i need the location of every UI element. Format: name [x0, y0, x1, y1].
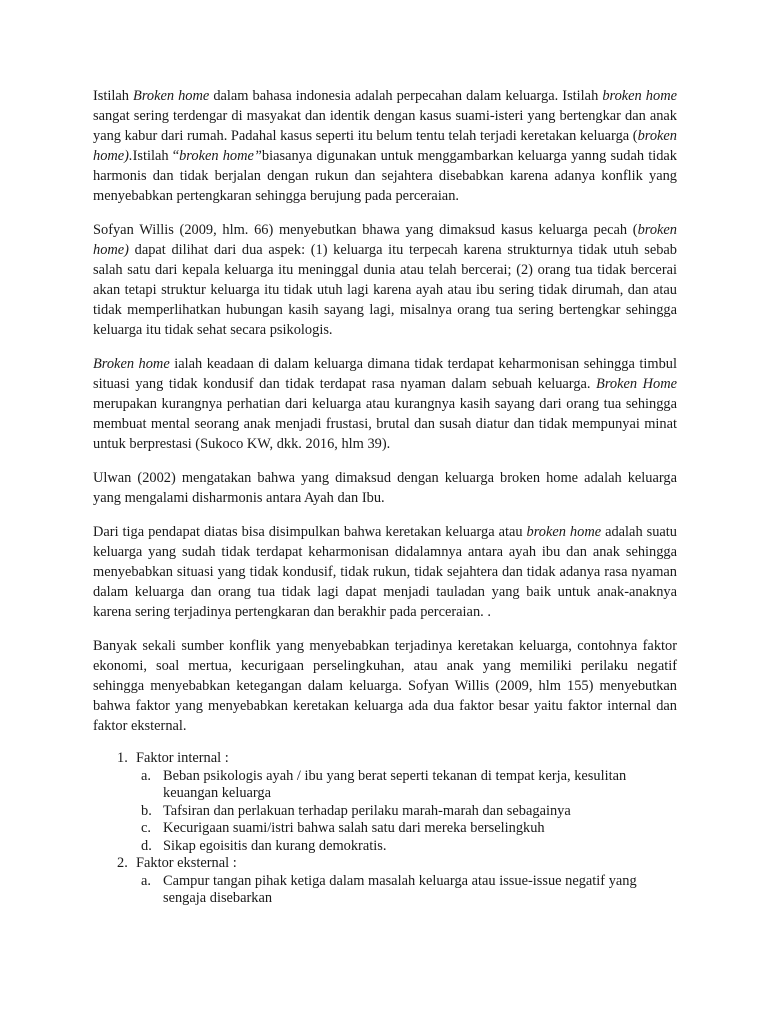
factor-label: Faktor eksternal :: [136, 855, 237, 871]
text-run: Ulwan (2002) mengatakan bahwa yang dimaksud dengan keluarga broken home adalah keluarga yang mengalami disharmonis antara Ayah dan Ibu.: [93, 470, 677, 506]
subitem-text: Sikap egoisitis dan kurang demokratis.: [163, 837, 387, 854]
text-run: Dari tiga pendapat diatas bisa disimpulkan bahwa keretakan keluarga atau: [93, 524, 527, 540]
paragraph-4: [93, 468, 677, 508]
text-run: sangat sering terdengar di masyakat dan identik dengan kasus suami-isteri yang bertengkar dan anak yang kabur dari rumah. Padahal kasus seperti itu belum tentu telah terjadi keretakan keluarga (: [93, 108, 677, 144]
text-run: dalam bahasa indonesia adalah perpecahan dalam keluarga. Istilah: [209, 88, 603, 104]
italic-term: broken home).: [93, 128, 677, 164]
subitem-letter: a.: [141, 767, 151, 784]
italic-term: broken home: [602, 88, 677, 104]
paragraph-5: [93, 522, 677, 622]
text-run: Istilah “: [132, 148, 180, 164]
paragraphs: [93, 86, 677, 736]
factor-list: [93, 750, 677, 908]
factor-subitem: [136, 803, 677, 821]
paragraph-2: [93, 220, 677, 340]
factor-label: Faktor internal :: [136, 750, 229, 766]
italic-term: Broken Home: [596, 376, 677, 392]
factor-number: 1.: [117, 750, 128, 766]
subitem-text: Beban psikologis ayah / ibu yang berat seperti tekanan di tempat kerja, kesulitan keuangan keluarga: [163, 767, 627, 801]
factor-item: [93, 855, 677, 908]
paragraph-1: [93, 86, 677, 206]
factor-number: 2.: [117, 855, 128, 871]
text-run: biasanya digunakan untuk menggambarkan keluarga yanng sudah tidak harmonis dan tidak berjalan dengan rukun dan sejahtera disebabkan karena adanya konflik yang menyebabkan pertengkaran sehingga berujung pada perceraian.: [93, 148, 677, 204]
factor-subitem: [136, 873, 677, 908]
italic-term: broken home: [526, 524, 602, 540]
subitem-text: Campur tangan pihak ketiga dalam masalah keluarga atau issue-issue negatif yang sengaja disebarkan: [163, 872, 637, 906]
document-body: [93, 86, 677, 908]
text-run: dapat dilihat dari dua aspek: (1) keluarga itu terpecah karena strukturnya tidak utuh sebab salah satu dari kepala keluarga itu meninggal dunia atau telah bercerai; (2) orang tua tidak bercerai akan tetapi struktur keluarga itu tidak utuh lagi karena ayah atau ibu sering tidak dirumah, dan atau tidak memperlihatkan hubungan kasih sayang lagi, misalnya orang tua sering bertengkar sehingga keluarga itu tidak sehat secara psikologis.: [93, 242, 677, 338]
subitem-text: Kecurigaan suami/istri bahwa salah satu dari mereka berselingkuh: [163, 820, 545, 836]
subitem-letter: d.: [141, 837, 152, 854]
italic-term: broken home): [93, 222, 677, 258]
text-run: adalah suatu keluarga yang sudah tidak terdapat keharmonisan didalamnya antara ayah ibu dan anak sehingga menyebabkan situasi yang tidak kondusif, tidak rukun, tidak sejahtera dan tidak adanya rasa nyaman dalam keluarga dan orang tua tidak lagi dapat menjadi tauladan yang baik untuk anak-anaknya karena sering terjadinya pertengkaran dan berakhir pada perceraian. .: [93, 524, 677, 620]
factor-subitem: [136, 838, 677, 856]
text-run: Istilah: [93, 88, 134, 104]
factor-subitem: [136, 768, 677, 803]
text-run: merupakan kurangnya perhatian dari keluarga atau kurangnya kasih sayang dari orang tua sehingga membuat mental seorang anak menjadi frustasi, brutal dan susah diatur dan tidak mempunyai minat untuk berprestasi (Sukoco KW, dkk. 2016, hlm 39).: [93, 396, 677, 452]
italic-term: Broken home: [93, 356, 170, 372]
factor-subitem: [136, 820, 677, 838]
paragraph-3: [93, 354, 677, 454]
text-run: Banyak sekali sumber konflik yang menyebabkan terjadinya keretakan keluarga, contohnya faktor ekonomi, soal mertua, kecurigaan perselingkuhan, atau anak yang memiliki perilaku negatif sehingga menyebabkan ketegangan dalam keluarga. Sofyan Willis (2009, hlm 155) menyebutkan bahwa faktor yang menyebabkan keretakan keluarga ada dua faktor besar yaitu faktor internal dan faktor eksternal.: [93, 638, 677, 734]
factor-sublist: [136, 873, 677, 908]
subitem-letter: a.: [141, 872, 151, 889]
subitem-text: Tafsiran dan perlakuan terhadap perilaku marah-marah dan sebagainya: [163, 802, 571, 819]
italic-term: Broken home: [133, 88, 210, 104]
subitem-letter: b.: [141, 802, 152, 819]
italic-term: broken home”: [179, 148, 262, 164]
factor-item: [93, 750, 677, 855]
factor-sublist: [136, 768, 677, 856]
text-run: Sofyan Willis (2009, hlm. 66) menyebutkan bhawa yang dimaksud kasus keluarga pecah (: [93, 222, 638, 238]
paragraph-6: [93, 636, 677, 736]
text-run: ialah keadaan di dalam keluarga dimana tidak terdapat keharmonisan sehingga timbul situasi yang tidak kondusif dan tidak terdapat rasa nyaman dalam sebuah keluarga.: [93, 356, 677, 392]
subitem-letter: c.: [141, 820, 151, 836]
